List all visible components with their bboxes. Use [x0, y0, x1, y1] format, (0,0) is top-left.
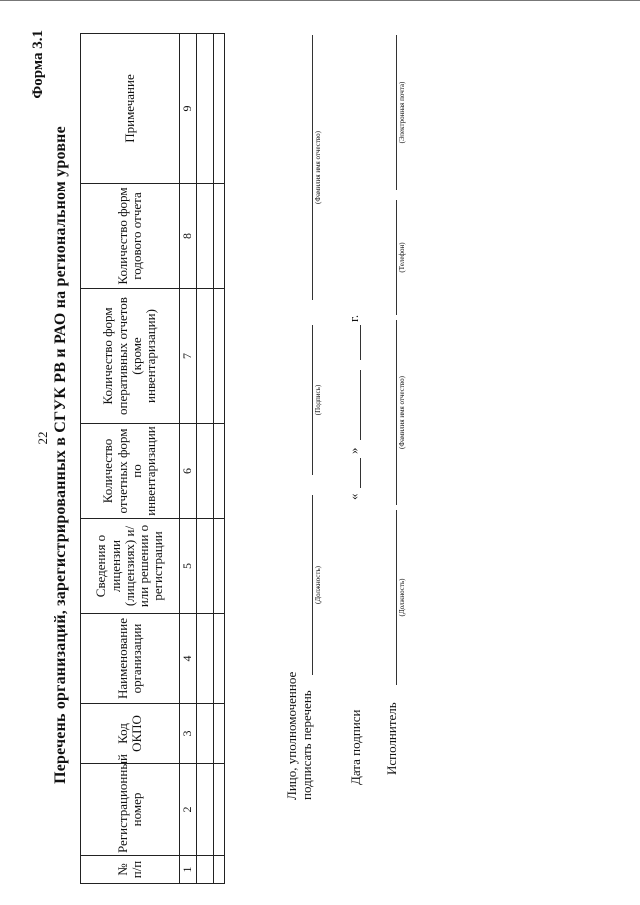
- table-row: [197, 34, 214, 884]
- day-line: [360, 458, 361, 488]
- date-label: Дата подписи: [348, 709, 363, 785]
- col-num-2: 2: [180, 764, 197, 856]
- authorized-label: Лицо, уполномоченное подписать перечень: [284, 671, 314, 800]
- executor-fullname-line: [396, 320, 397, 505]
- fullname-caption: (Фамилия имя отчество): [314, 130, 322, 205]
- email-line: [396, 35, 397, 190]
- date-year-suffix: г.: [346, 314, 361, 322]
- col-num-7: 7: [180, 289, 197, 424]
- signature-line: [312, 325, 313, 475]
- header-note: Примечание: [81, 34, 180, 184]
- header-inventory-forms: Количество отчетных форм по инвентаризации: [81, 424, 180, 519]
- col-num-6: 6: [180, 424, 197, 519]
- fullname-line: [312, 35, 313, 300]
- email-caption: (Электронная почта): [398, 81, 406, 144]
- header-okpo: Код ОКПО: [81, 704, 180, 764]
- col-num-9: 9: [180, 34, 197, 184]
- position-caption: (Должность): [314, 566, 322, 604]
- organizations-table: [80, 33, 225, 884]
- col-num-5: 5: [180, 519, 197, 614]
- executor-position-line: [396, 510, 397, 685]
- table-header-row: [81, 34, 180, 884]
- header-org-name: Наименование организации: [81, 614, 180, 704]
- col-num-4: 4: [180, 614, 197, 704]
- executor-label: Исполнитель: [384, 702, 399, 775]
- header-annual-forms: Количество форм годового отчета: [81, 184, 180, 289]
- executor-position-caption: (Должность): [398, 578, 406, 617]
- month-line: [360, 370, 361, 440]
- page-number: 22: [35, 431, 50, 445]
- col-num-3: 3: [180, 704, 197, 764]
- page-title: Перечень организаций, зарегистрированных в СГУК РВ и РАО на региональном уровне: [52, 126, 69, 784]
- column-number-row: [180, 34, 197, 884]
- phone-caption: (Телефон): [398, 242, 406, 273]
- date-open-quote: «: [346, 493, 361, 500]
- year-line: [360, 325, 361, 360]
- col-num-8: 8: [180, 184, 197, 289]
- date-close-quote: »: [346, 447, 361, 454]
- position-line: [312, 495, 313, 675]
- scan-edge: [0, 0, 640, 4]
- signature-caption: (Подпись): [314, 384, 322, 416]
- col-num-1: 1: [180, 856, 197, 884]
- header-operative-forms: Количество форм оперативных отчетов (кроме инвентаризации): [81, 289, 180, 424]
- form-label: Форма 3.1: [30, 30, 46, 99]
- phone-line: [396, 200, 397, 315]
- header-number: № п/п: [81, 856, 180, 884]
- executor-fullname-caption: (Фамилия имя отчество): [398, 375, 406, 450]
- form-sheet: [30, 20, 630, 890]
- header-license: Сведения о лицензии (лицензиях) и/или решении о регистрации: [81, 519, 180, 614]
- table-row: [214, 34, 225, 884]
- header-reg-number: Регистрационный номер: [81, 764, 180, 856]
